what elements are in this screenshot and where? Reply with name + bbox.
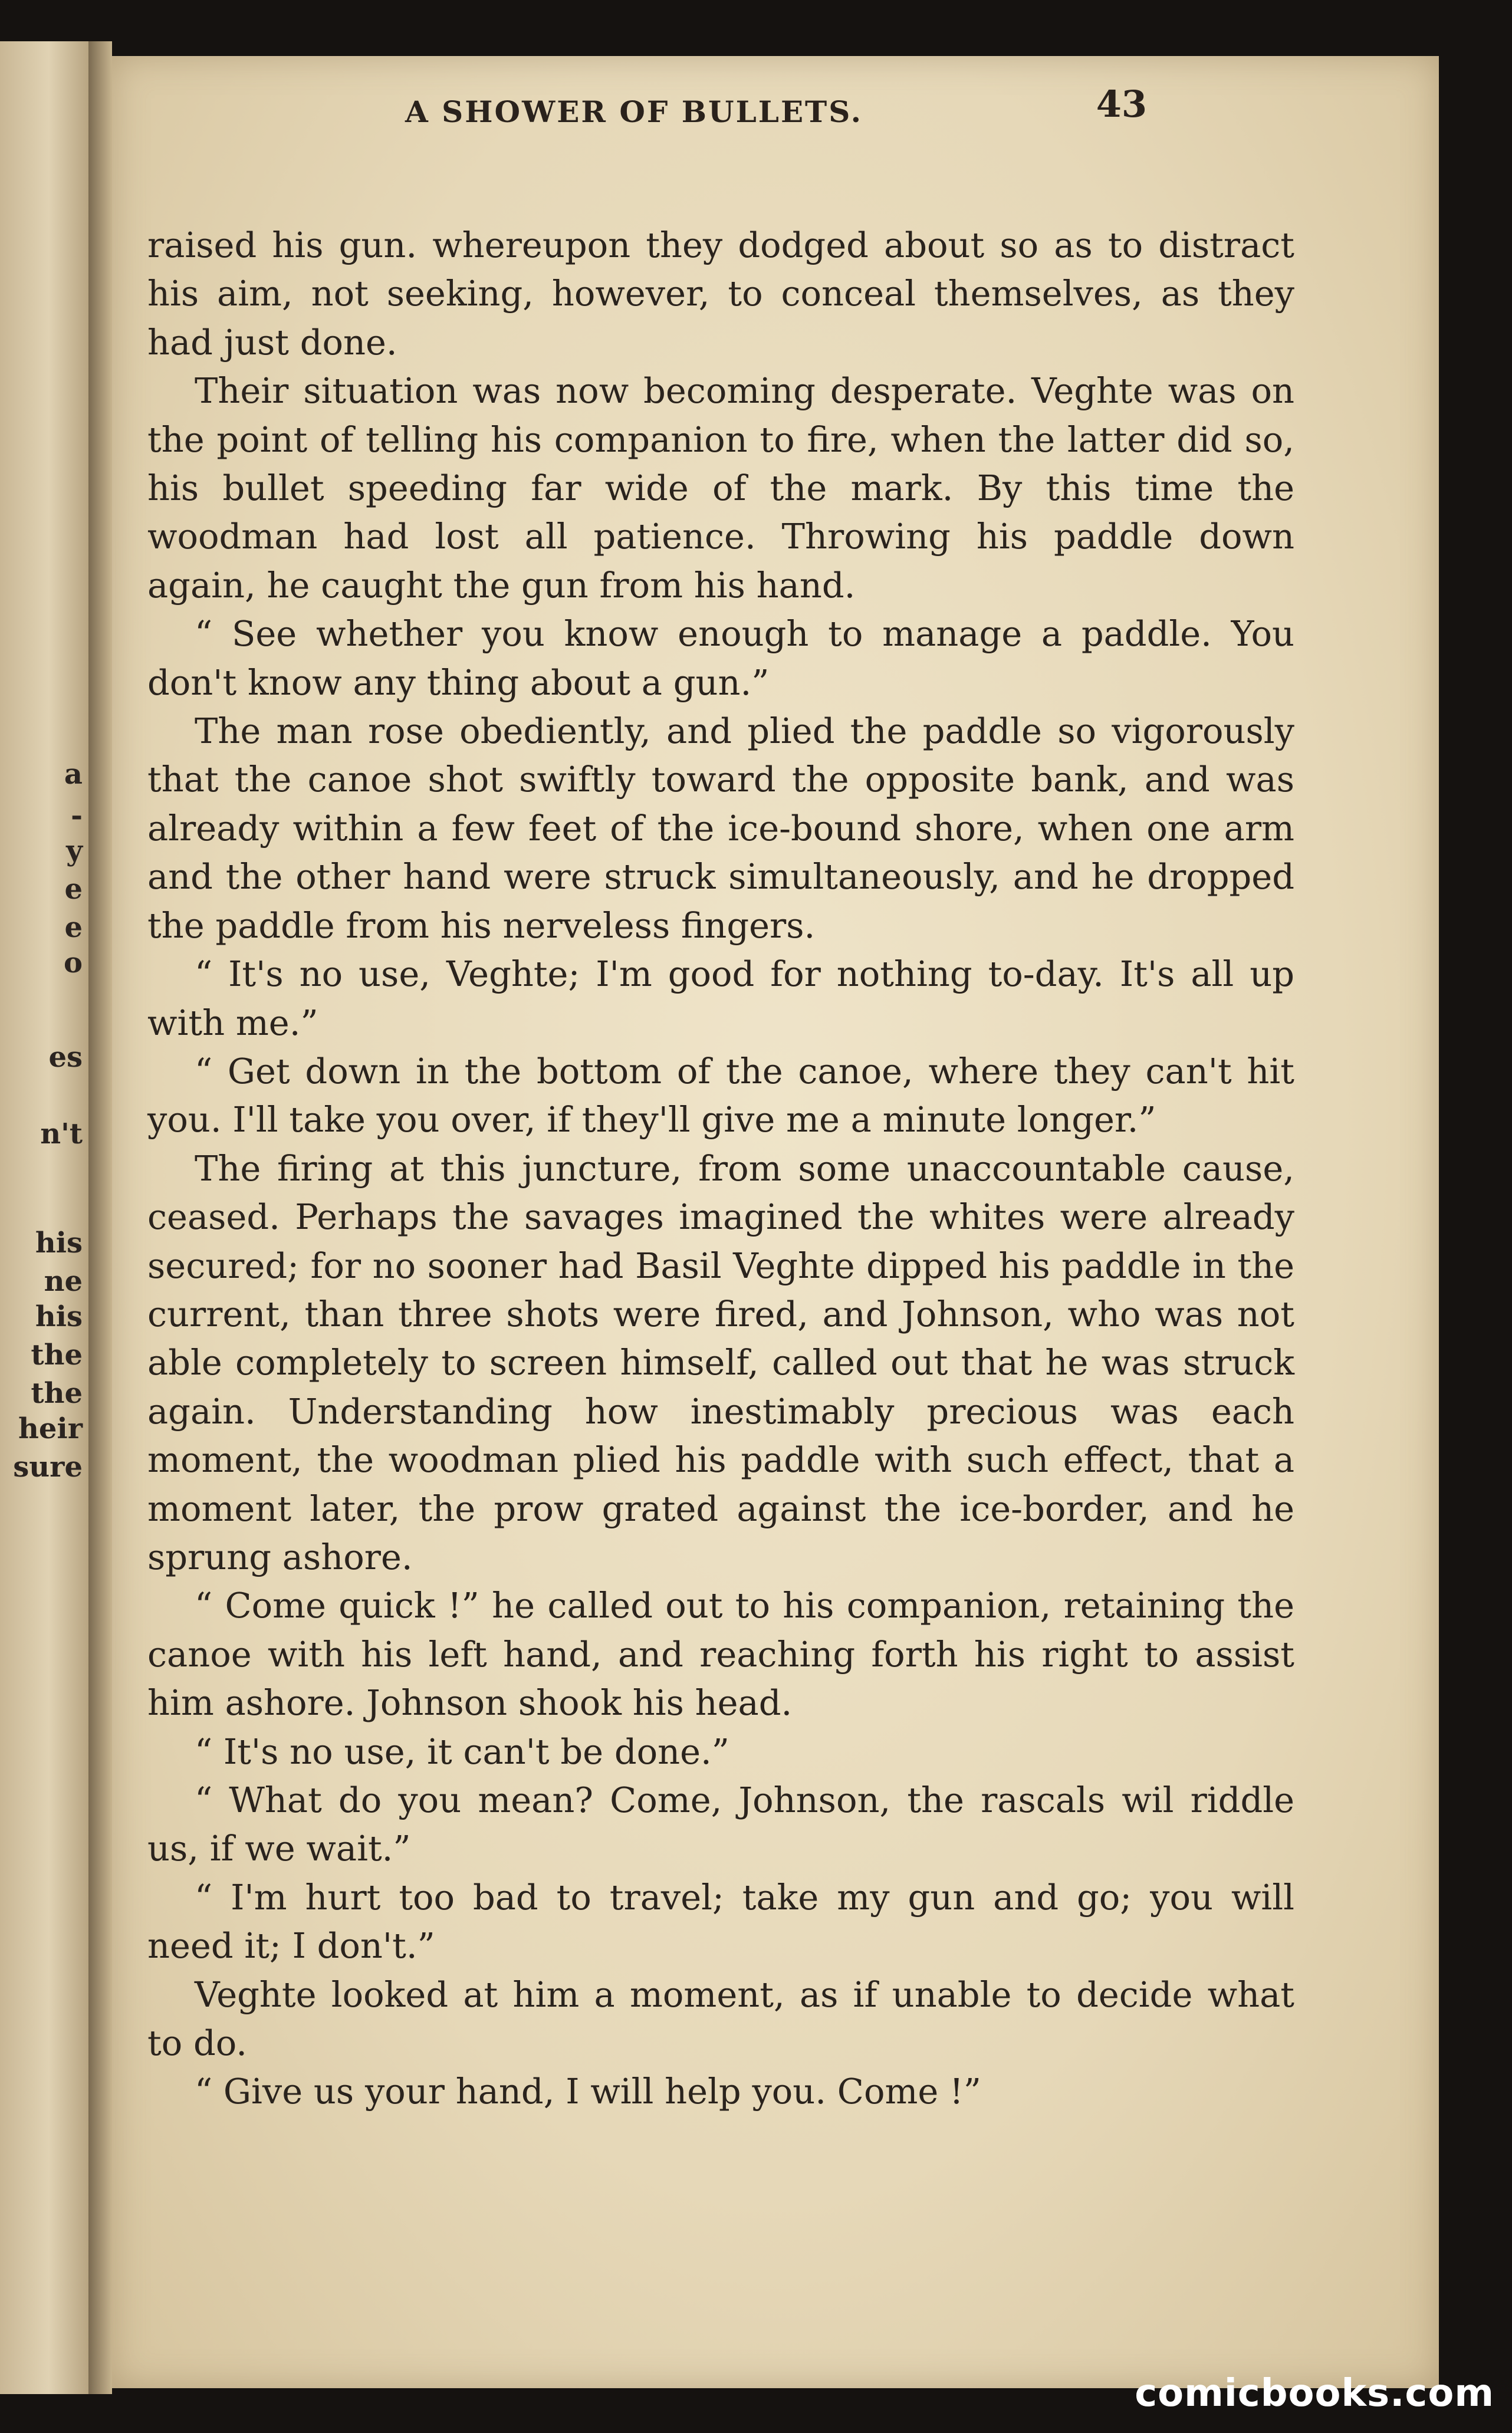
- facing-page-fragment: y: [66, 834, 83, 867]
- facing-page-fragment: sure: [13, 1451, 83, 1484]
- paragraph: “ See whether you know enough to manage a paddle. You don't know any thing about a gun.”: [147, 613, 1294, 703]
- paragraph: “ It's no use, it can't be done.”: [195, 1731, 729, 1772]
- paragraph: Veghte looked at him a moment, as if unable to decide what to do.: [147, 1974, 1294, 2064]
- paragraph: raised his gun. whereupon they dodged about so as to distract his aim, not seeking, however, to conceal themselves, as they had just done.: [147, 225, 1294, 363]
- facing-page-fragment: e: [64, 911, 83, 944]
- facing-page-fragment: the: [31, 1339, 83, 1372]
- paragraph: “ What do you mean? Come, Johnson, the rascals wil riddle us, if we wait.”: [147, 1780, 1294, 1869]
- facing-page-fragment: -: [71, 799, 83, 832]
- facing-page-fragment: his: [35, 1227, 83, 1260]
- facing-page-edge: [0, 41, 92, 2394]
- paragraph: “ I'm hurt too bad to travel; take my gun and go; you will need it; I don't.”: [147, 1876, 1294, 1967]
- paragraph: “ Give us your hand, I will help you. Come !”: [195, 2071, 981, 2112]
- body-text: [147, 221, 1294, 2116]
- facing-page-fragment: n't: [40, 1117, 83, 1150]
- page-number: 43: [1096, 83, 1147, 126]
- paragraph: Their situation was now becoming desperate. Veghte was on the point of telling his companion to fire, when the latter did so, his bullet speeding far wide of the mark. By this time the woodman had lost all patience. Throwing his paddle down again, he caught the gun from his hand.: [147, 370, 1294, 606]
- paragraph: The firing at this juncture, from some unaccountable cause, ceased. Perhaps the savages imagined the whites were already secured; for no sooner had Basil Veghte dipped his paddle in the current, than three shots were fired, and Johnson, who was not able completely to screen himself, called out that he was struck again. Understanding how inestimably precious was each moment, the woodman plied his paddle with such effect, that a moment later, the prow grated against the ice-border, and he sprung ashore.: [147, 1148, 1294, 1577]
- facing-page-fragment: his: [35, 1300, 83, 1333]
- paragraph: The man rose obediently, and plied the paddle so vigorously that the canoe shot swiftly toward the opposite bank, and was already within a few feet of the ice-bound shore, when one arm and the other hand were struck simultaneously, and he dropped the paddle from his nerveless fingers.: [147, 711, 1294, 946]
- facing-page-fragment: es: [48, 1041, 83, 1074]
- watermark: comicbooks.com: [1135, 2372, 1494, 2415]
- facing-page-fragment: ne: [44, 1265, 83, 1298]
- facing-page-fragment: e: [64, 873, 83, 906]
- paragraph: “ It's no use, Veghte; I'm good for nothing to-day. It's all up with me.”: [147, 954, 1294, 1043]
- facing-page-fragment: a: [64, 758, 83, 791]
- paragraph: “ Get down in the bottom of the canoe, where they can't hit you. I'll take you over, if they'll give me a minute longer.”: [147, 1050, 1294, 1140]
- facing-page-fragment: the: [31, 1377, 83, 1410]
- facing-page-fragment: o: [63, 946, 83, 979]
- facing-page-fragment: heir: [18, 1412, 83, 1445]
- running-head: A SHOWER OF BULLETS.: [405, 94, 863, 129]
- page-header: [147, 83, 1147, 147]
- book-gutter: [88, 41, 112, 2394]
- paragraph: “ Come quick !” he called out to his companion, retaining the canoe with his left hand, and reaching forth his right to assist him ashore. Johnson shook his head.: [147, 1585, 1294, 1724]
